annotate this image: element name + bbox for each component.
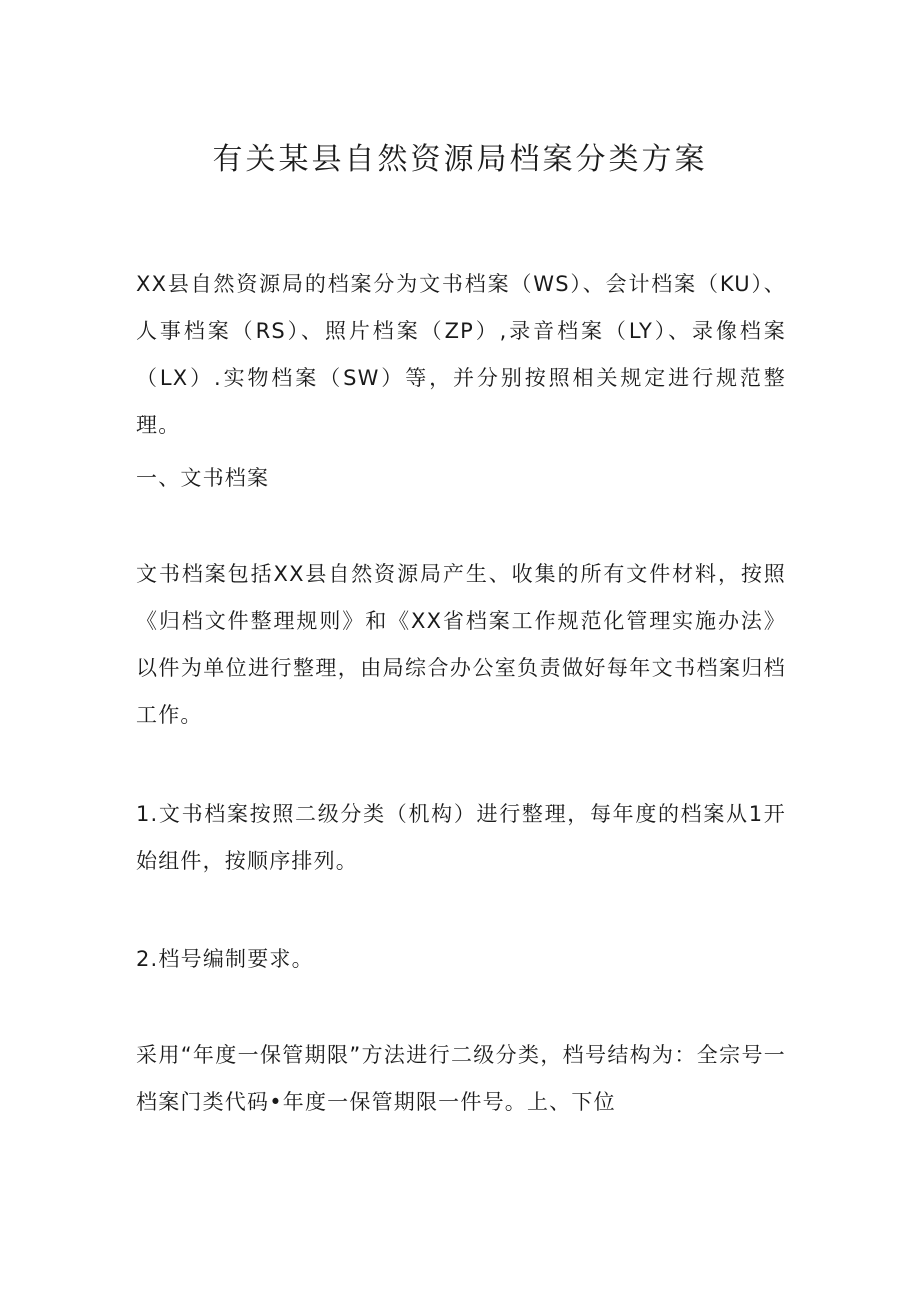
document-title: 有关某县自然资源局档案分类方案: [212, 142, 708, 177]
item-1-paragraph: 1.文书档案按照二级分类（机构）进行整理，每年度的档案从1开始组件，按顺序排列。: [136, 802, 786, 873]
item-2-paragraph: 2.档号编制要求。: [136, 947, 314, 971]
intro-paragraph: XX县自然资源局的档案分为文书档案（WS）、会计档案（KU）、人事档案（RS）、照片档案（ZP）,录音档案（LY）、录像档案（LX）.实物档案（SW）等，并分别按照相关规定进行规范整理。: [136, 272, 786, 437]
archive-number-paragraph: 采用“年度一保管期限”方法进行二级分类，档号结构为：全宗号一档案门类代码•年度一保管期限一件号。上、下位: [136, 1043, 786, 1114]
section-heading-wenshu: 一、文书档案: [136, 466, 270, 490]
wenshu-description-paragraph: 文书档案包括XX县自然资源局产生、收集的所有文件材料，按照《归档文件整理规则》和《XX省档案工作规范化管理实施办法》以件为单位进行整理，由局综合办公室负责做好每年文书档案归档工作。: [136, 562, 786, 727]
